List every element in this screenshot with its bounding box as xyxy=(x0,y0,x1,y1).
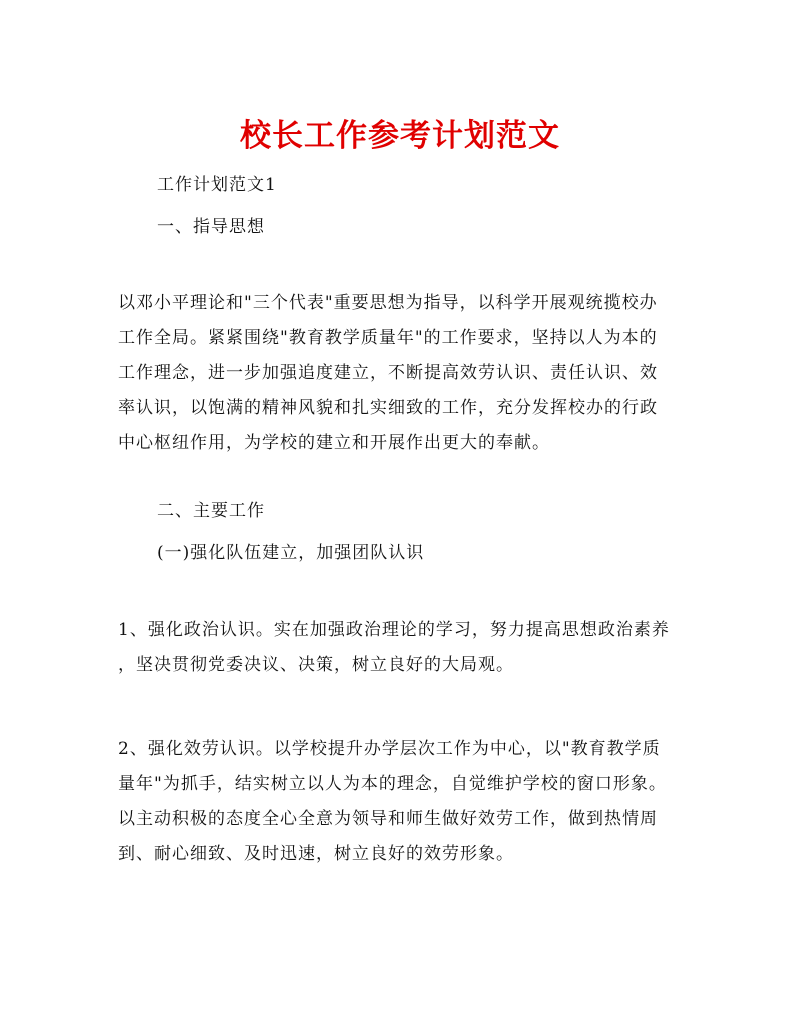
paragraph-line: 工作全局。紧紧围绕"教育教学质量年"的工作要求，坚持以人为本的 xyxy=(118,328,658,348)
paragraph xyxy=(118,286,688,461)
paragraph-line: 以主动积极的态度全心全意为领导和师生做好效劳工作，做到热情周 xyxy=(118,809,658,829)
paragraph-line: 以邓小平理论和"三个代表"重要思想为指导，以科学开展观统揽校办 xyxy=(118,293,658,313)
section-heading: 工作计划范文1 xyxy=(157,175,277,195)
paragraph xyxy=(118,613,688,683)
document-title: 校长工作参考计划范文 xyxy=(240,118,560,154)
paragraph xyxy=(118,732,688,872)
paragraph-line: ，坚决贯彻党委决议、决策，树立良好的大局观。 xyxy=(118,655,514,675)
section-heading: 二、主要工作 xyxy=(157,501,265,521)
section-heading: 一、指导思想 xyxy=(157,217,265,237)
paragraph-line: 量年"为抓手，结实树立以人为本的理念，自觉维护学校的窗口形象。 xyxy=(118,774,667,794)
paragraph-line: 中心枢纽作用，为学校的建立和开展作出更大的奉献。 xyxy=(118,433,550,453)
section-heading: (一)强化队伍建立，加强团队认识 xyxy=(157,543,425,563)
paragraph-line: 到、耐心细致、及时迅速，树立良好的效劳形象。 xyxy=(118,844,514,864)
paragraph-line: 率认识，以饱满的精神风貌和扎实细致的工作，充分发挥校办的行政 xyxy=(118,398,658,418)
paragraph-line: 1、强化政治认识。实在加强政治理论的学习，努力提高思想政治素养 xyxy=(118,620,670,640)
paragraph-line: 2、强化效劳认识。以学校提升办学层次工作为中心，以"教育教学质 xyxy=(118,739,661,759)
paragraph-line: 工作理念，进一步加强追度建立，不断提高效劳认识、责任认识、效 xyxy=(118,363,658,383)
